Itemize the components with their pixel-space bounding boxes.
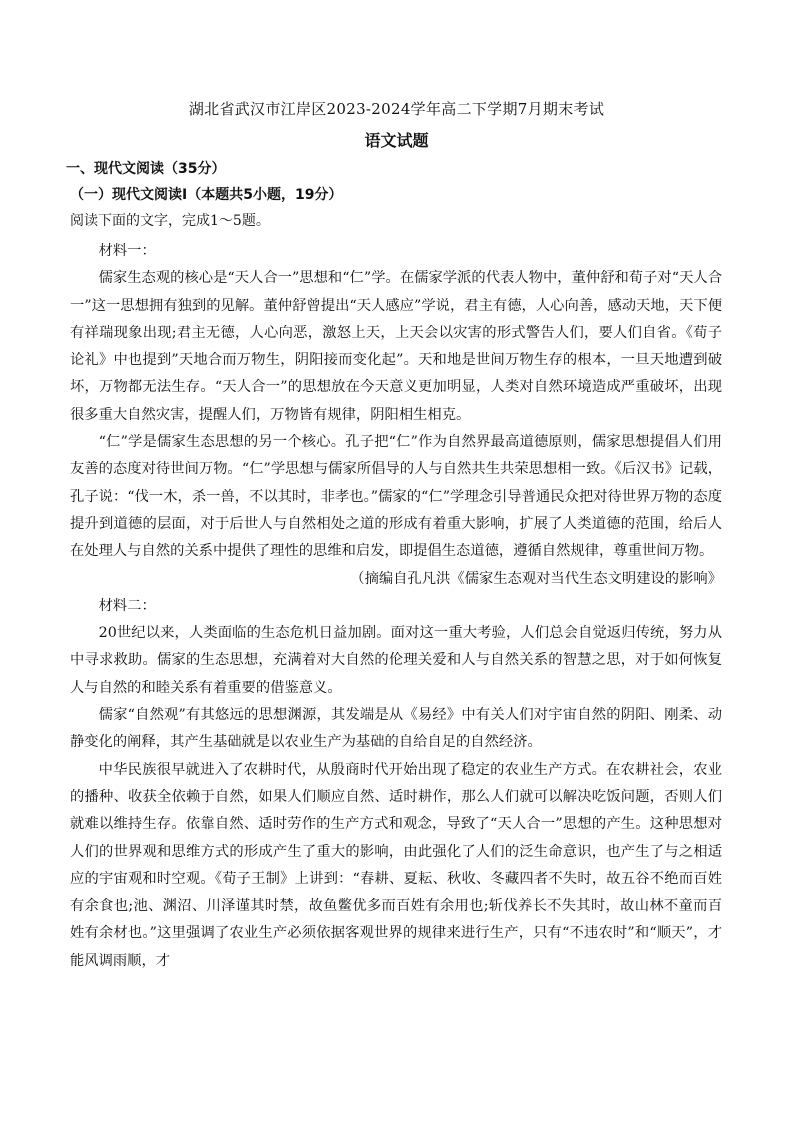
source-citation: （摘编自孔凡洪《儒家生态观对当代生态文明建设的影响》 [350,570,722,587]
instruction-text: 阅读下面的文字，完成1～5题。 [70,213,270,229]
reading-passage [70,238,722,975]
paragraph: 20世纪以来，人类面临的生态危机日益加剧。面对这一重大考验，人们总会自觉返归传统，努力从中寻求救助。儒家的生态思想，充满着对大自然的伦理关爱和人与自然关系的智慧之思，对于如何恢复人与自然的和睦关系有着重要的借鉴意义。 [70,625,722,696]
material-label: 材料一： [98,243,156,259]
material-label: 材料二： [98,597,156,614]
paragraph: 儒家生态观的核心是“天人合一”思想和“仁”学。在儒家学派的代表人物中，董仲舒和荀子对“天人合一”这一思想拥有独到的见解。董仲舒曾提出“天人感应”学说，君主有德，人心向善，感动天地，天下便有祥瑞现象出现;君主无德，人心向恶，激怒上天，上天会以灾害的形式警告人们，要人们自省。《荀子论礼》中也提到”天地合而万物生，阴阳接而变化起”。天和地是世间万物生存的根本，一旦天地遭到破坏，万物都无法生存。“天人合一”的思想放在今天意义更加明显，人类对自然环境造成严重破坏，出现很多重大自然灾害，提醒人们，万物皆有规律，阴阳相生相克。 [70,270,722,423]
subsection-heading: （一）现代文阅读Ⅰ（本题共5小题，19分） [70,187,343,203]
exam-title: 湖北省武汉市江岸区2023-2024学年高二下学期7月期末考试 [188,100,605,118]
exam-subtitle: 语文试题 [364,131,429,150]
paragraph: 中华民族很早就进入了农耕时代，从殷商时代开始出现了稳定的农业生产方式。在农耕社会，农业的播种、收获全依赖于自然，如果人们顺应自然、适时耕作，那么人们就可以解决吃饭问题，否则人们就难以维持生存。依靠自然、适时劳作的生产方式和观念，导致了“天人合一”思想的产生。这种思想对人们的世界观和思维方式的形成产生了重大的影响，由此强化了人们的泛生命意识，也产生了与之相适应的宇宙观和时空观。《荀子王制》上讲到：“春耕、夏耘、秋收、冬藏四者不失时，故五谷不绝而百姓有余食也;池、渊沼、川泽谨其时禁，故鱼鳖优多而百姓有余用也;斩伐养长不失其时，故山林不童而百姓有余材也。”这里强调了农业生产必须依据客观世界的规律来进行生产，只有“不违农时”和“顺天”，才能风调雨顺，才 [70,761,722,969]
paragraph: “仁”学是儒家生态思想的另一个核心。孔子把“仁”作为自然界最高道德原则，儒家思想提倡人们用友善的态度对待世间万物。“仁”学思想与儒家所倡导的人与自然共生共荣思想相一致。《后汉书》记载，孔子说：“伐一木，杀一兽，不以其时，非孝也。”儒家的“仁”学理念引导普通民众把对待世界万物的态度提升到道德的层面，对于后世人与自然相处之道的形成有着重大影响，扩展了人类道德的范围，给后人在处理人与自然的关系中提供了理性的思维和启发，即提倡生态道德，遵循自然规律，尊重世间万物。 [70,434,722,560]
section-heading: 一、现代文阅读（35分） [66,161,226,177]
paragraph: 儒家“自然观”有其悠远的思想渊源，其发端是从《易经》中有关人们对宇宙自然的阴阳、刚柔、动静变化的阐释，其产生基础就是以农业生产为基础的自给自足的自然经济。 [70,707,722,751]
